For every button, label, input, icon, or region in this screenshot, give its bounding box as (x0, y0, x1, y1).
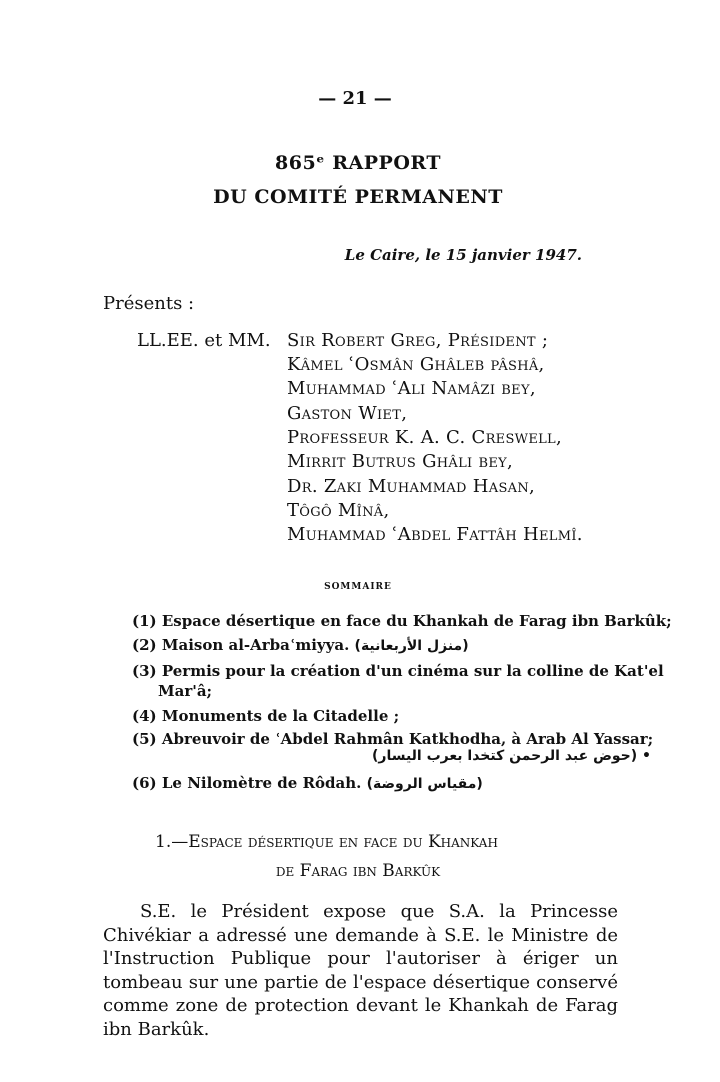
sommaire-item-arabic: (مقياس الروضة) (366, 776, 483, 792)
section-heading-line-1: 1.—Espace désertique en face du Khankah (155, 832, 498, 852)
member-name: Kâmel ʿOsmân Ghâleb pâshâ, (287, 354, 545, 375)
member-name: Tôgô Mînâ, (287, 500, 390, 521)
member-name: Dr. Zaki Muhammad Hasan, (287, 476, 536, 497)
sommaire-item-text: Espace désertique en face du Khankah de Farag ibn Barkûk; (161, 612, 672, 630)
dateline: Le Caire, le 15 janvier 1947. (344, 246, 582, 264)
sommaire-item-arabic: • (حوض عبد الرحمن كتخدا بعرب اليسار) (372, 748, 651, 764)
member-name: Muhammad ʿAli Namâzi bey, (287, 378, 536, 399)
report-title-line-2: DU COMITÉ PERMANENT (213, 186, 503, 208)
member-name: Muhammad ʿAbdel Fattâh Helmî. (287, 524, 583, 545)
report-title-line-1: 865ᵉ RAPPORT (275, 152, 441, 174)
sommaire-item-number: (1) (132, 612, 157, 630)
member-name: Professeur K. A. C. Creswell, (287, 427, 563, 448)
sommaire-item (132, 636, 469, 654)
sommaire-item-text: Monuments de la Citadelle ; (161, 707, 400, 725)
sommaire-item (132, 730, 653, 748)
page-number: — 21 — (318, 88, 392, 109)
members-prefix: LL.EE. et MM. (137, 330, 271, 351)
member-name: Mirrit Butrus Ghâli bey, (287, 451, 514, 472)
member-name: Sir Robert Greg, Président ; (287, 330, 549, 351)
sommaire-item-continuation: Mar'â; (158, 682, 213, 700)
sommaire-item-number: (6) (132, 774, 157, 792)
sommaire-item-number: (3) (132, 662, 157, 680)
presents-label: Présents : (103, 293, 195, 314)
sommaire-item-number: (4) (132, 707, 157, 725)
sommaire-item-text: Permis pour la création d'un cinéma sur la colline de Kat'el (161, 662, 664, 680)
body-text (103, 900, 618, 1041)
sommaire-item-text: Le Nilomètre de Rôdah. (161, 774, 362, 792)
member-name: Gaston Wiet, (287, 403, 408, 424)
sommaire-item (132, 774, 483, 792)
sommaire-heading: SOMMAIRE (324, 582, 392, 592)
sommaire-item-number: (2) (132, 636, 157, 654)
sommaire-item-text: Maison al-Arbaʿmiyya. (161, 636, 350, 654)
sommaire-item (132, 707, 399, 725)
sommaire-item (132, 612, 672, 630)
sommaire-item (132, 662, 664, 680)
body-paragraph: S.E. le Président expose que S.A. la Princesse Chivékiar a adressé une demande à S.E. le Ministre de l'Instruction Publique pour l'autoriser à ériger un tombeau sur une partie de l'espace désertique conservé comme zone de protection devant le Khankah de Farag ibn Barkûk. (103, 901, 618, 1040)
sommaire-item-text: Abreuvoir de ʿAbdel Rahmân Katkhodha, à Arab Al Yassar; (161, 730, 654, 748)
section-heading-line-2: de Farag ibn Barkûk (275, 861, 441, 881)
sommaire-item-number: (5) (132, 730, 157, 748)
sommaire-item-arabic: (منزل الأربعانية) (354, 638, 469, 654)
